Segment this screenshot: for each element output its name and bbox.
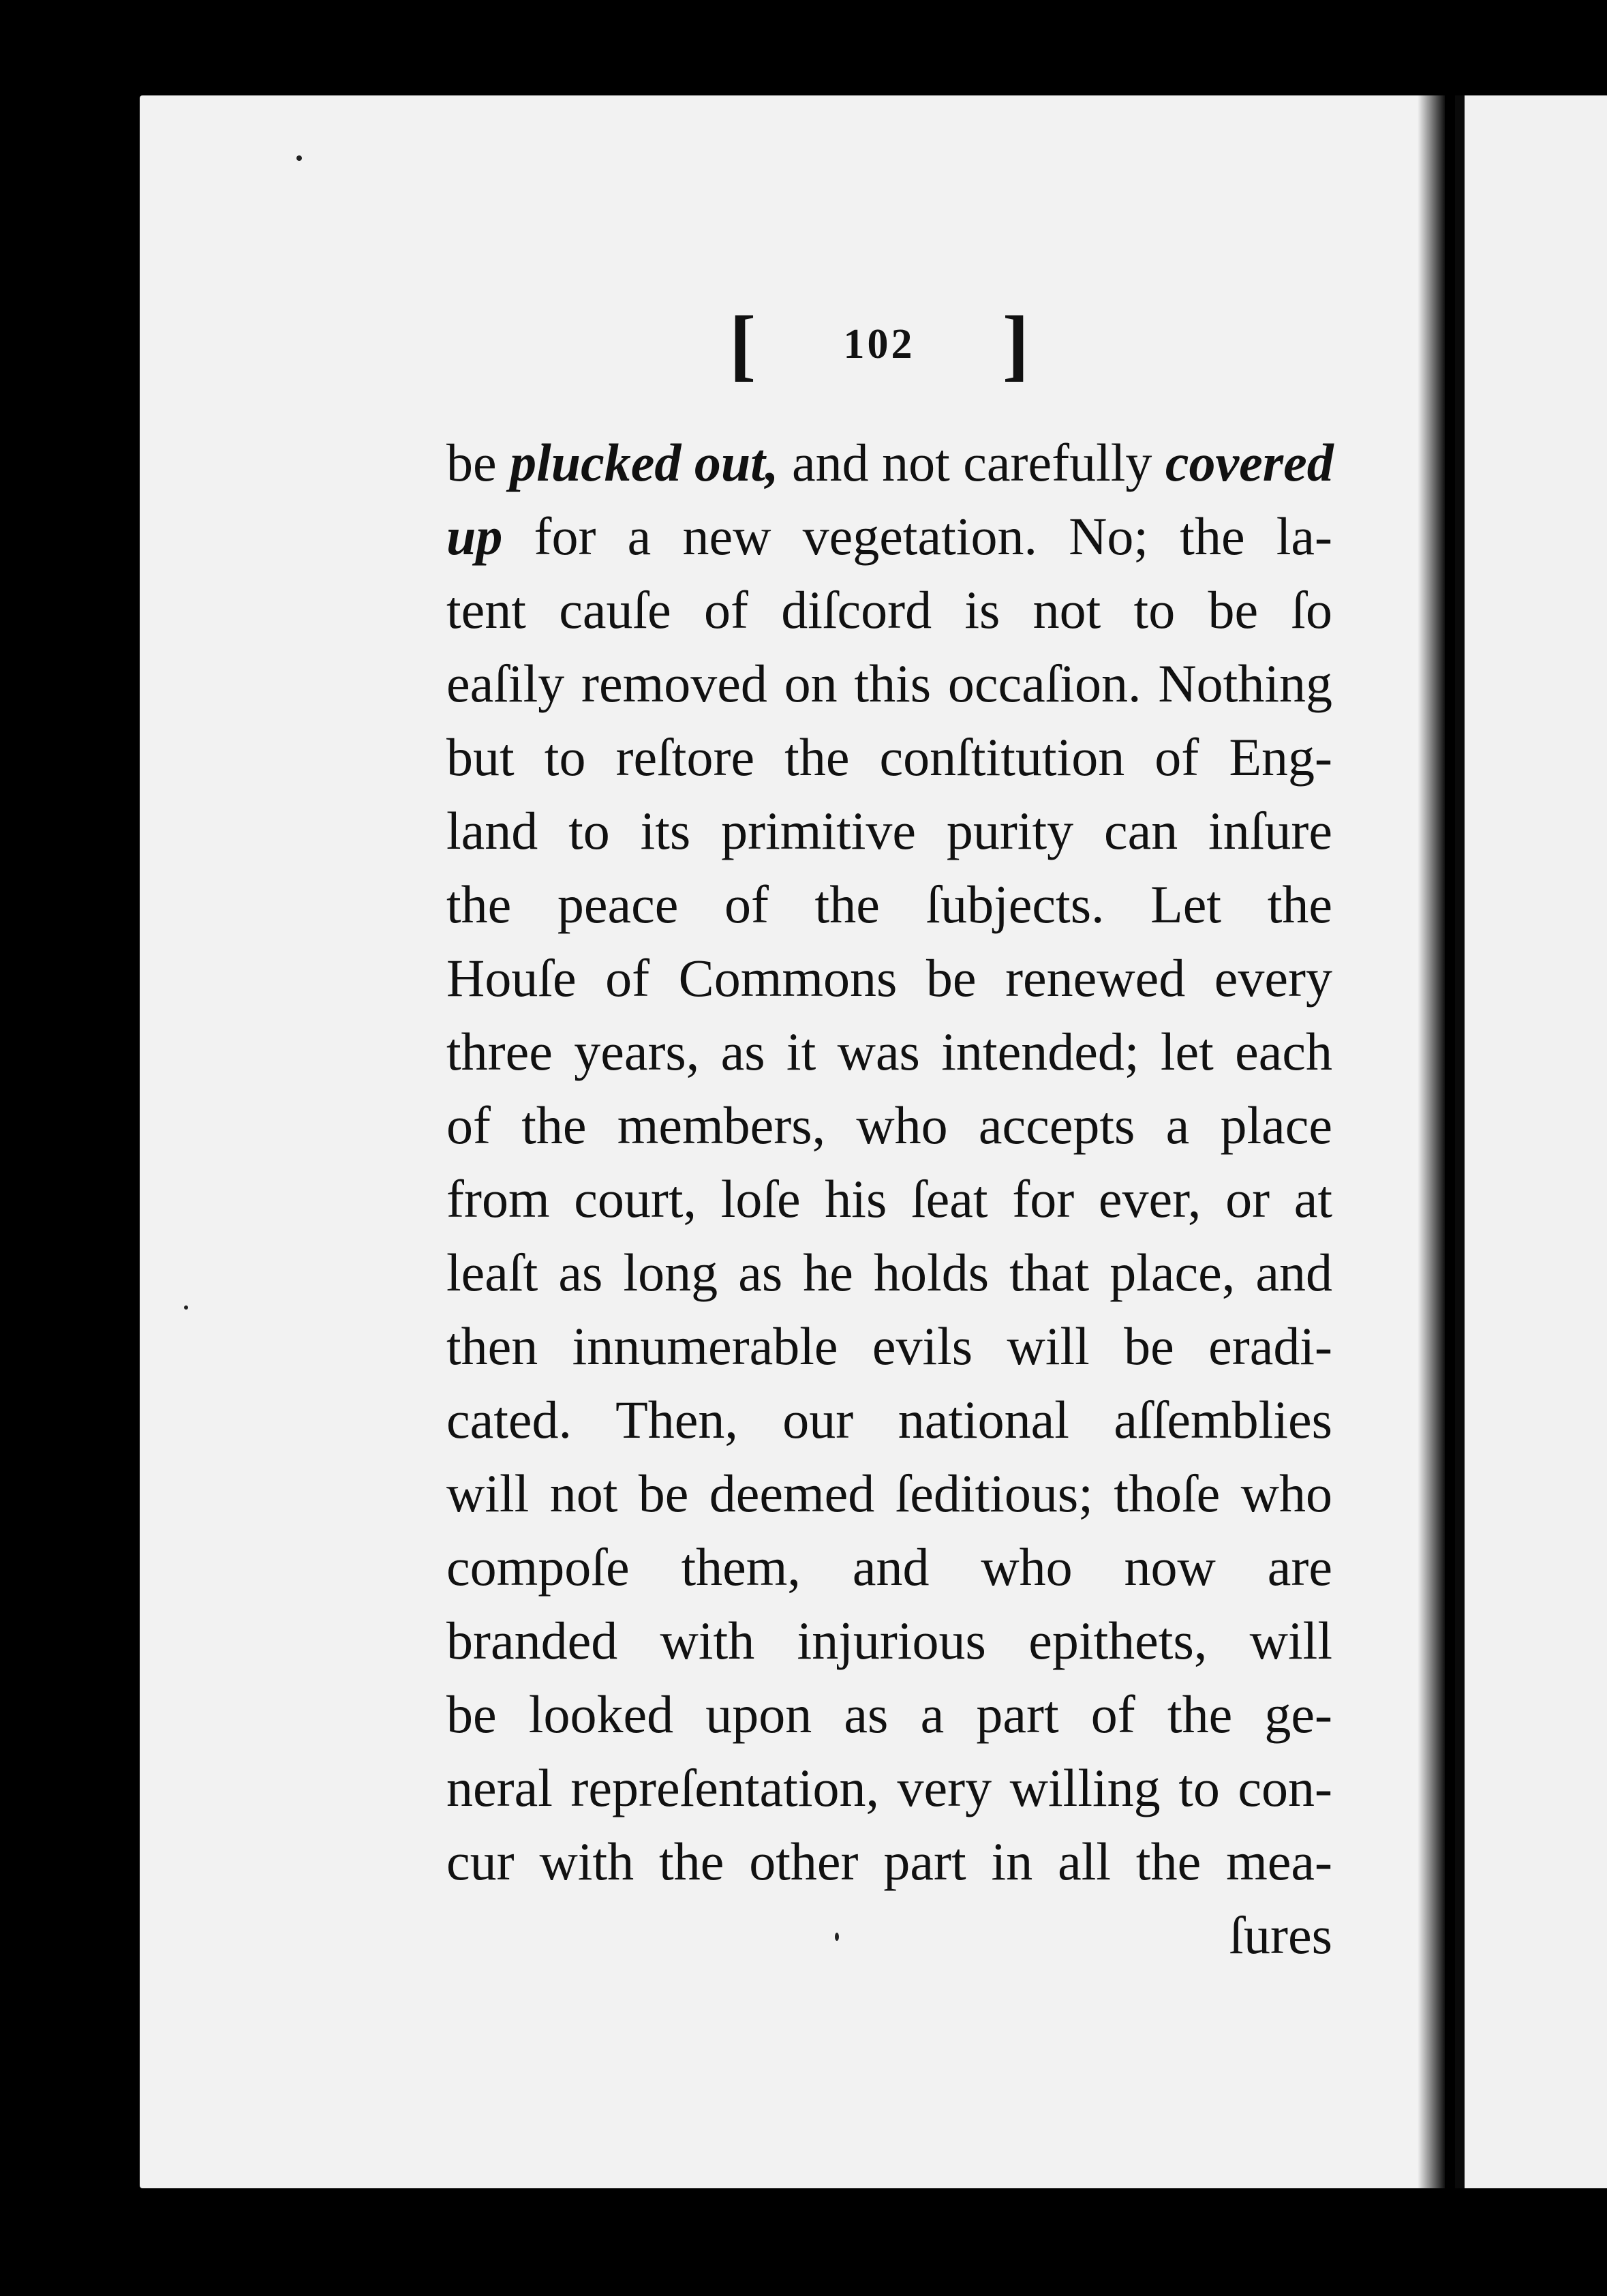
open-bracket: [ bbox=[729, 299, 756, 389]
ink-speck bbox=[184, 1305, 188, 1310]
text-line-16: compoſe them, and who now are bbox=[446, 1537, 1332, 1597]
close-bracket: ] bbox=[1002, 299, 1029, 389]
text-line-2 bbox=[446, 500, 1332, 573]
text-line-10: of the members, who accepts a place bbox=[446, 1096, 1332, 1155]
text-line-3: tent cauſe of diſcord is not to be ſo bbox=[446, 580, 1332, 639]
text-line-7: the peace of the ſubjects. Let the bbox=[446, 875, 1332, 934]
text-line-9: three years, as it was intended; let each bbox=[446, 1022, 1332, 1081]
italic-emphasis: covered bbox=[1165, 433, 1334, 492]
text-line-13: then innumerable evils will be eradi- bbox=[446, 1316, 1332, 1376]
text-line-19: neral repreſentation, very willing to con- bbox=[446, 1758, 1332, 1817]
text-line-4: eaſily removed on this occaſion. Nothing bbox=[446, 654, 1332, 713]
page-header bbox=[729, 299, 1029, 389]
catchword: ſures bbox=[1229, 1905, 1332, 1965]
text-line-11: from court, loſe his ſeat for ever, or at bbox=[446, 1169, 1332, 1228]
text-line-18: be looked upon as a part of the ge- bbox=[446, 1685, 1332, 1744]
text-line-15: will not be deemed ſeditious; thoſe who bbox=[446, 1464, 1332, 1523]
text-line-1 bbox=[446, 426, 1332, 500]
text-line-8: Houſe of Commons be renewed every bbox=[446, 948, 1332, 1008]
gutter-shadow bbox=[1418, 95, 1445, 2188]
text-line-12: leaſt as long as he holds that place, and bbox=[446, 1243, 1332, 1302]
ink-speck bbox=[296, 155, 302, 161]
text-line-5: but to reſtore the conſtitution of Eng- bbox=[446, 727, 1332, 787]
right-page-edge bbox=[1455, 95, 1607, 2188]
page-number: 102 bbox=[843, 320, 915, 367]
text-line-20: cur with the other part in all the mea- bbox=[446, 1832, 1332, 1891]
italic-emphasis: plucked out, bbox=[510, 433, 779, 492]
text-line-6: land to its primitive purity can inſure bbox=[446, 801, 1332, 860]
text-fragment: and not carefully bbox=[778, 433, 1165, 492]
italic-emphasis: up bbox=[446, 507, 503, 566]
text-fragment: for a new vegetation. No; the la- bbox=[502, 507, 1332, 566]
text-line-14: cated. Then, our national aſſemblies bbox=[446, 1390, 1332, 1449]
body-text bbox=[446, 426, 1332, 1972]
text-line-17: branded with injurious epithets, will bbox=[446, 1611, 1332, 1670]
text-fragment: be bbox=[446, 433, 510, 492]
